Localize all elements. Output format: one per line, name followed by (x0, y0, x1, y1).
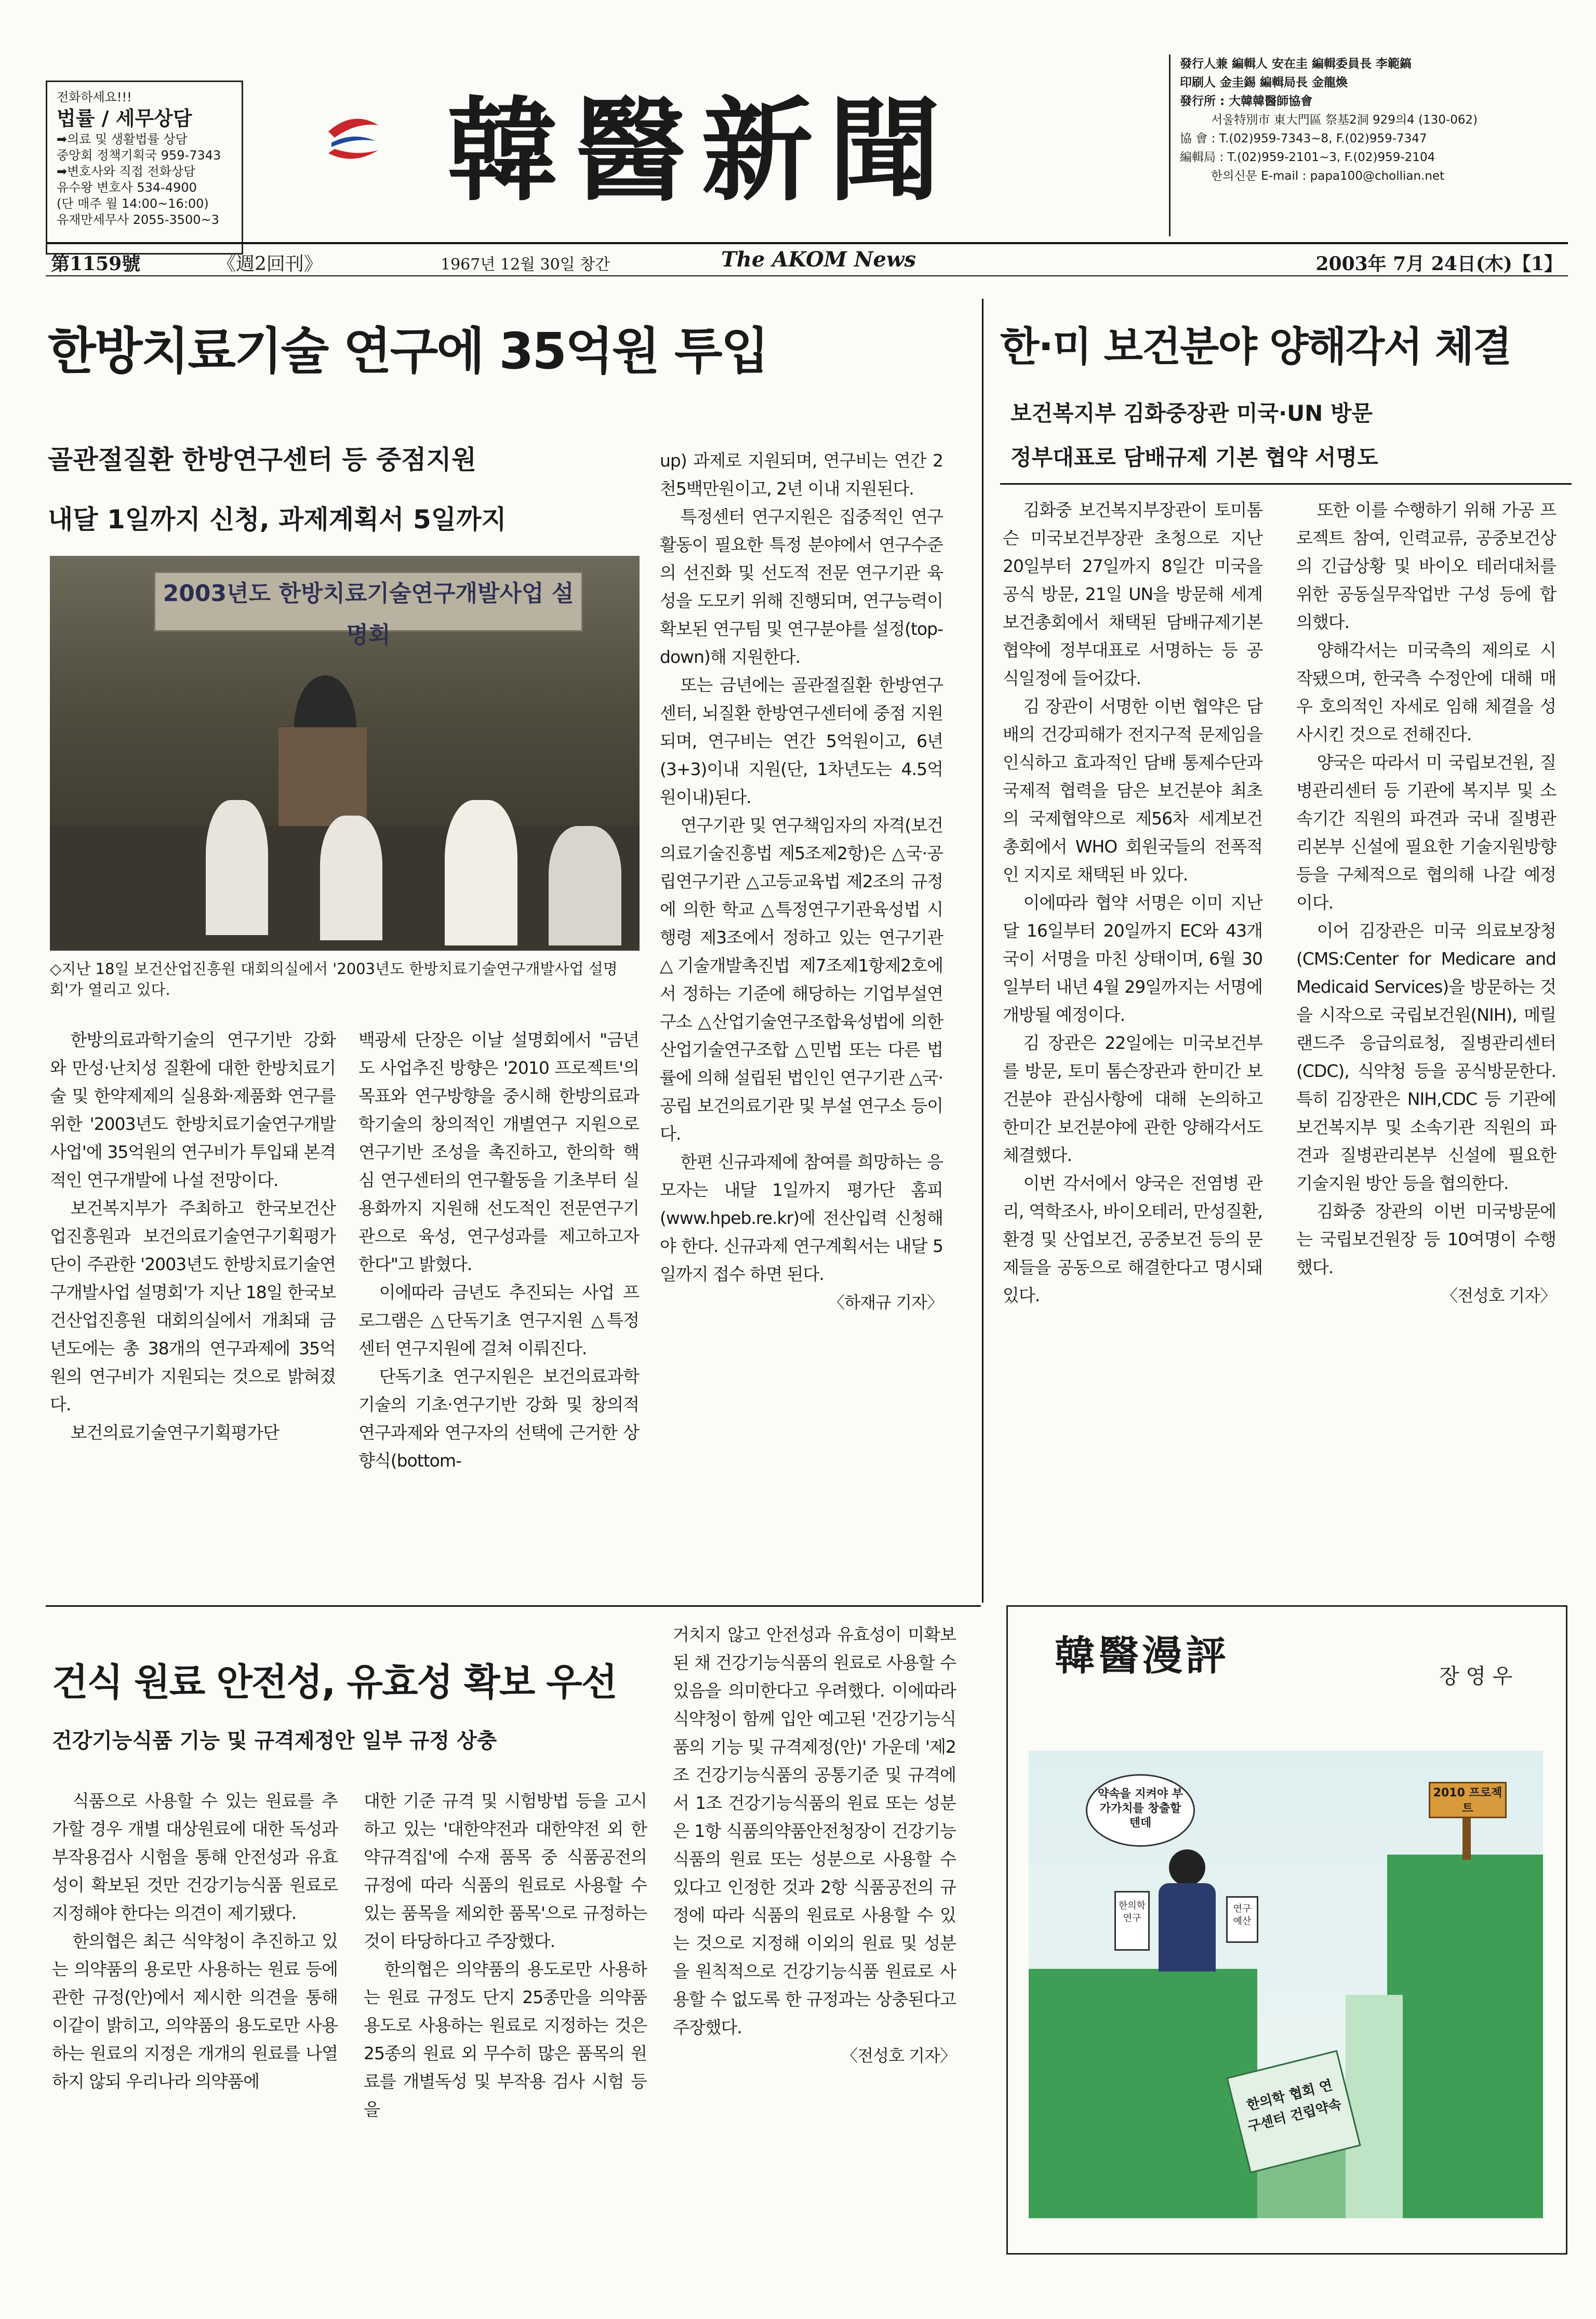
issue-date: 2003年 7月 24日(木)【1】 (1315, 253, 1563, 275)
ad-line: ➡변호사와 직접 전화상담 (57, 164, 196, 179)
editorial-cartoon (1029, 1751, 1543, 2218)
english-title: The AKOM News (721, 247, 916, 272)
right-cliff (1387, 1855, 1543, 2218)
audience-person (320, 816, 382, 940)
paragraph: 백광세 단장은 이날 설명회에서 "금년도 사업추진 방향은 '2010 프로젝트'의 목표와 연구방향을 중시해 한방의료과학기술의 창의적인 개별연구 지원으로 연구기반 조성을 촉진하고, 한의학 핵심 연구센터의 연구활동을 기초부터 실용화까지 지원해 선도적인 전문연구기관으로 육성, 연구성과를 제고하고자 한다"고 밝혔다. (358, 1030, 639, 1274)
ad-line: 유수왕 변호사 534-4900 (57, 180, 197, 195)
section-rule (46, 1605, 981, 1607)
audience-person (549, 826, 621, 945)
paragraph: 한편 신규과제에 참여를 희망하는 응모자는 내달 1일까지 평가단 홈피(www.hpeb.re.kr)에 전산입력 신청해야 한다. 신규과제 연구계획서는 내달 5일까지 접수 하면 된다. (660, 1152, 943, 1284)
paragraph: 특정센터 연구지원은 집중적인 연구활동이 필요한 특정 분야에서 연구수준의 선진화 및 선도적 전문 연구기관 육성을 도모키 위해 진행되며, 연구능력이 확보된 연구팀 및 연구분야를 설정(top-down)해 지원한다. (660, 507, 943, 667)
paragraph: 거치지 않고 안전성과 유효성이 미확보된 채 건강기능식품의 원료로 사용할 수 있음을 의미한다고 우려했다. 이에따라 식약청이 함께 입안 예고된 '건강기능식품의 기능 및 규격제정(안)' 가운데 '제2조 건강기능식품의 공통기준 및 규격에서 1조 건강기능식품의 원료 또는 성분은 1항 식품의약품안전청장이 건강기능식품의 원료 또는 성분으로 사용할 수 있다고 인정한 것과 2항 식품공전의 규정에 따라 식품의 원료로 사용할 수 있는 것으로 지정해 이외의 원료 및 성분을 원칙적으로 건강기능식품 원료로 사용할 수 없도록 한 규정과는 상충된다고 주장했다. (673, 1624, 956, 2037)
signpost-2010: 2010 프로젝트 (1429, 1782, 1507, 1818)
ad-title: 법률 / 세무상담 (57, 107, 192, 130)
podium (278, 727, 367, 826)
seminar-photo (50, 556, 640, 951)
article1-column-1 (50, 1026, 336, 1447)
paragraph: 이에따라 금년도 추진되는 사업 프로그램은 △단독기초 연구지원 △특정센터 연구지원에 걸쳐 이뤄진다. (358, 1282, 639, 1358)
publisher-line: 서울特別市 東大門區 祭基2洞 929의4 (130-062) (1211, 113, 1478, 127)
promise-banner: 한의학 협회 연구센터 건립약속 (1226, 2050, 1361, 2174)
left-cliff (1029, 1969, 1257, 2218)
paragraph: 한방의료과학기술의 연구기반 강화와 만성·난치성 질환에 대한 한방치료기술 및 한약제제의 실용화·제품화 연구를 위한 '2003년도 한방치료기술연구개발사업'에 35억원의 연구비가 투입돼 본격적인 연구개발에 나설 전망이다. (50, 1030, 336, 1190)
article2-column-1 (1003, 496, 1262, 1310)
dateline-bar (46, 242, 1568, 276)
ad-line: 중앙회 정책기획국 959-7343 (57, 148, 221, 163)
ad-line: 유재만세무사 2055-3500~3 (57, 212, 219, 227)
paragraph: 김 장관이 서명한 이번 협약은 담배의 건강피해가 전지구적 문제임을 인식하고 효과적인 담배 통제수단과 국제적 협력을 담은 보건분야 최초의 국제협약으로 제56차 세계보건총회에서 WHO 회원국들의 전폭적인 지지로 채택된 바 있다. (1003, 696, 1262, 885)
paragraph: 식품으로 사용할 수 있는 원료를 추가할 경우 개별 대상원료에 대한 독성과 부작용검사 시험을 통해 안전성과 유효성이 확보된 것만 건강기능식품 원료로 지정해야 한다는 의견이 제기됐다. (52, 1791, 338, 1923)
cliff-gap (1346, 1995, 1403, 2218)
article3-headline: 건식 원료 안전성, 유효성 확보 우선 (52, 1660, 617, 1704)
cartoon-title: 韓醫漫評 (1055, 1632, 1230, 1680)
article1-column-2 (358, 1026, 639, 1475)
article3-subhead: 건강기능식품 기능 및 규격제정안 일부 규정 상충 (52, 1729, 497, 1753)
article2-subhead: 보건복지부 김화중장관 미국·UN 방문 (1010, 401, 1373, 426)
article3-column-1 (52, 1787, 338, 2096)
article3-column-3 (673, 1621, 956, 2070)
paragraph: 또한 이를 수행하기 위해 가공 프로젝트 참여, 인력교류, 공중보건상의 긴급상황 및 바이오 테러대처를 위한 공동실무작업반 구성 등에 합의했다. (1296, 500, 1556, 632)
issue-number: 第1159號 (51, 253, 141, 275)
man-body (1159, 1883, 1216, 1971)
photo-banner: 2003년도 한방치료기술연구개발사업 설명회 (154, 571, 583, 632)
article2-column-2 (1296, 496, 1556, 1310)
paragraph: 이어 김장관은 미국 의료보장청(CMS:Center for Medicare and Medicaid Services)을 방문하는 것을 시작으로 국립보건원(NIH), 메릴랜드주 응급의료청, 질병관리센터(CDC), 식약청 등을 공식방문한다. 특히 김장관은 NIH,CDC 등 기관에 보건복지부 및 소속기관 직원의 파견과 질병관리본부 신설에 필요한 기술지원 방안 등을 협의한다. (1296, 921, 1556, 1193)
publisher-line: 發行人兼 編輯人 安在圭 編輯委員長 李範鎬 (1180, 57, 1412, 71)
publication-frequency: 《週2回刊》 (217, 254, 323, 275)
paragraph: 김화중 보건복지부장관이 토미톰슨 미국보건부장관 초청으로 지난 20일부터 27일까지 8일간 미국을 공식 방문, 21일 UN을 방문해 세계보건총회에서 채택된 담배규제기본 협약에 정부대표로 서명하는 등 공식일정에 들어갔다. (1003, 500, 1262, 688)
ad-tag: 전화하세요!!! (57, 90, 132, 104)
akom-logo (322, 106, 384, 169)
paragraph: 양해각서는 미국측의 제의로 시작됐으며, 한국측 수정안에 대해 매우 호의적인 자세로 임해 체결을 성사시킨 것으로 전해진다. (1296, 640, 1556, 744)
masthead-title: 韓醫新聞 (447, 85, 956, 216)
paragraph: 김 장관은 22일에는 미국보건부를 방문, 토미 톰슨장관과 한미간 보건분야 관심사항에 대해 논의하고 한미간 보건분야에 관한 양해각서도 체결했다. (1003, 1033, 1262, 1165)
ad-line: ➡의료 및 생활법률 상담 (57, 132, 188, 146)
article3-column-2 (364, 1787, 647, 2124)
article1-column-3 (660, 447, 943, 1316)
paper-sheet: 연구 예산 (1226, 1896, 1258, 1943)
legal-consult-ad (46, 81, 243, 255)
founded-date: 1967년 12월 30일 창간 (441, 256, 610, 274)
paragraph: 대한 기준 규격 및 시험방법 등을 고시하고 있는 '대한약전과 대한약전 외 한약규격집'에 수재 품목 중 식품공전의 규정에 따라 식품의 원료로 사용할 수 있는 품목을 제외한 품목'으로 규정하는 것이 타당하다고 주장했다. (364, 1791, 647, 1951)
publisher-line: 協 會 : T.(02)959-7343~8, F.(02)959-7347 (1180, 132, 1427, 145)
article2-subhead: 정부대표로 담배규제 기본 협약 서명도 (1010, 445, 1378, 470)
byline: 〈하재규 기자〉 (828, 1292, 943, 1312)
paragraph: 보건복지부가 주최하고 한국보건산업진흥원과 보건의료기술연구기획평가단이 주관한 '2003년도 한방치료기술연구개발사업 설명회'가 지난 18일 한국보건산업진흥원 대회의실에서 개최돼 금년도에는 총 38개의 연구과제에 35억원의 연구비가 지원되는 것으로 밝혀졌다. (50, 1198, 336, 1415)
publisher-line: 發行所 : 大韓韓醫師協會 (1180, 95, 1313, 108)
paragraph: 이번 각서에서 양국은 전염병 관리, 역학조사, 바이오테러, 만성질환, 환경 및 산업보건, 공중보건 등의 문제들을 공동으로 해결한다고 명시돼 있다. (1003, 1173, 1262, 1305)
audience-person (445, 800, 517, 945)
publisher-info (1169, 55, 1564, 236)
article1-subhead: 내달 1일까지 신청, 과제계획서 5일까지 (48, 504, 507, 535)
paragraph: 이에따라 협약 서명은 이미 지난달 16일부터 20일까지 EC와 43개국이 서명을 마친 상태이며, 6월 30일부터 내년 4월 29일까지는 서명에 개방될 예정이다. (1003, 892, 1262, 1025)
publisher-line: 한의신문 E-mail : papa100@chollian.net (1211, 169, 1445, 183)
byline: 〈전성호 기자〉 (841, 2046, 956, 2065)
paragraph: 한의협은 의약품의 용도로만 사용하는 원료 규정도 단지 25종만을 의약품 용도로 사용하는 원료로 지정하는 것은 25종의 원료 외 무수히 많은 품목의 원료를 개별독성 및 부작용 검사 시험 등을 (364, 1959, 647, 2120)
paragraph: 또는 금년에는 골관절질환 한방연구센터, 뇌질환 한방연구센터에 중점 지원되며, 연구비는 연간 5억원이고, 6년(3+3)이내 지원(단, 1차년도는 4.5억원이내)된다. (660, 675, 943, 807)
paragraph: up) 과제로 지원되며, 연구비는 연간 2천5백만원이고, 2년 이내 지원된다. (660, 450, 943, 499)
section-rule (1000, 483, 1572, 485)
publisher-line: 印刷人 金圭錫 編輯局長 金龍煥 (1180, 76, 1348, 89)
speech-bubble: 약속을 지켜야 부가가치를 창출할텐데 (1086, 1774, 1195, 1847)
article1-subhead: 골관절질환 한방연구센터 등 중점지원 (48, 445, 477, 475)
paragraph: 보건의료기술연구기획평가단 (70, 1422, 280, 1443)
article1-headline: 한방치료기술 연구에 35억원 투입 (48, 322, 768, 380)
article2-headline: 한·미 보건분야 양해각서 체결 (1000, 324, 1511, 370)
man-head (1169, 1849, 1205, 1886)
photo-caption: ◇지난 18일 보건산업진흥원 대회의실에서 '2003년도 한방치료기술연구개발사업 설명회'가 열리고 있다. (50, 960, 618, 998)
paragraph: 연구기관 및 연구책임자의 자격(보건의료기술진흥법 제5조제2항)은 △국·공립연구기관 △고등교육법 제2조의 규정에 의한 학교 △특정연구기관육성법 시행령 제3조에서 정하고 있는 연구기관 △기술개발촉진법 제7조제1항제2호에서 정하는 기준에 해당하는 기업부설연구소 △산업기술연구조합육성법에 의한 산업기술연구조합 △민법 또는 다른 법률에 의해 설립된 법인인 연구기관 △국·공립 보건의료기관 및 부설 연구소 등이다. (660, 815, 943, 1144)
paragraph: 한의협은 최근 식약청이 추진하고 있는 의약품의 용로만 사용하는 원료 등에 관한 규정(안)에서 제시한 의견을 통해 이같이 밝히고, 의약품의 용도로만 사용하는 원료의 지정은 개개의 원료를 나열하지 않되 우리나라 의약품에 (52, 1931, 338, 2091)
audience-person (206, 800, 268, 935)
ad-line: (단 매주 월 14:00~16:00) (57, 196, 209, 211)
publisher-line: 編輯局 : T.(02)959-2101~3, F.(02)959-2104 (1180, 151, 1435, 164)
paragraph: 양국은 따라서 미 국립보건원, 질병관리센터 등 기관에 복지부 및 소속기간 직원의 파견과 국내 질병관리본부 신설에 필요한 기술지원방향 등을 구체적으로 협의해 나갈 예정이다. (1296, 752, 1556, 913)
paper-sheet: 한의학 연구 (1114, 1891, 1150, 1951)
paragraph: 단독기초 연구지원은 보건의료과학기술의 기초·연구기반 강화 및 창의적 연구과제와 연구자의 선택에 근거한 상향식(bottom- (358, 1366, 639, 1471)
byline: 〈전성호 기자〉 (1441, 1286, 1556, 1305)
paragraph: 김화중 장관의 이번 미국방문에는 국립보건원장 등 10여명이 수행했다. (1296, 1201, 1556, 1277)
cartoon-author: 장 영 우 (1439, 1664, 1513, 1688)
column-divider (982, 299, 983, 1603)
